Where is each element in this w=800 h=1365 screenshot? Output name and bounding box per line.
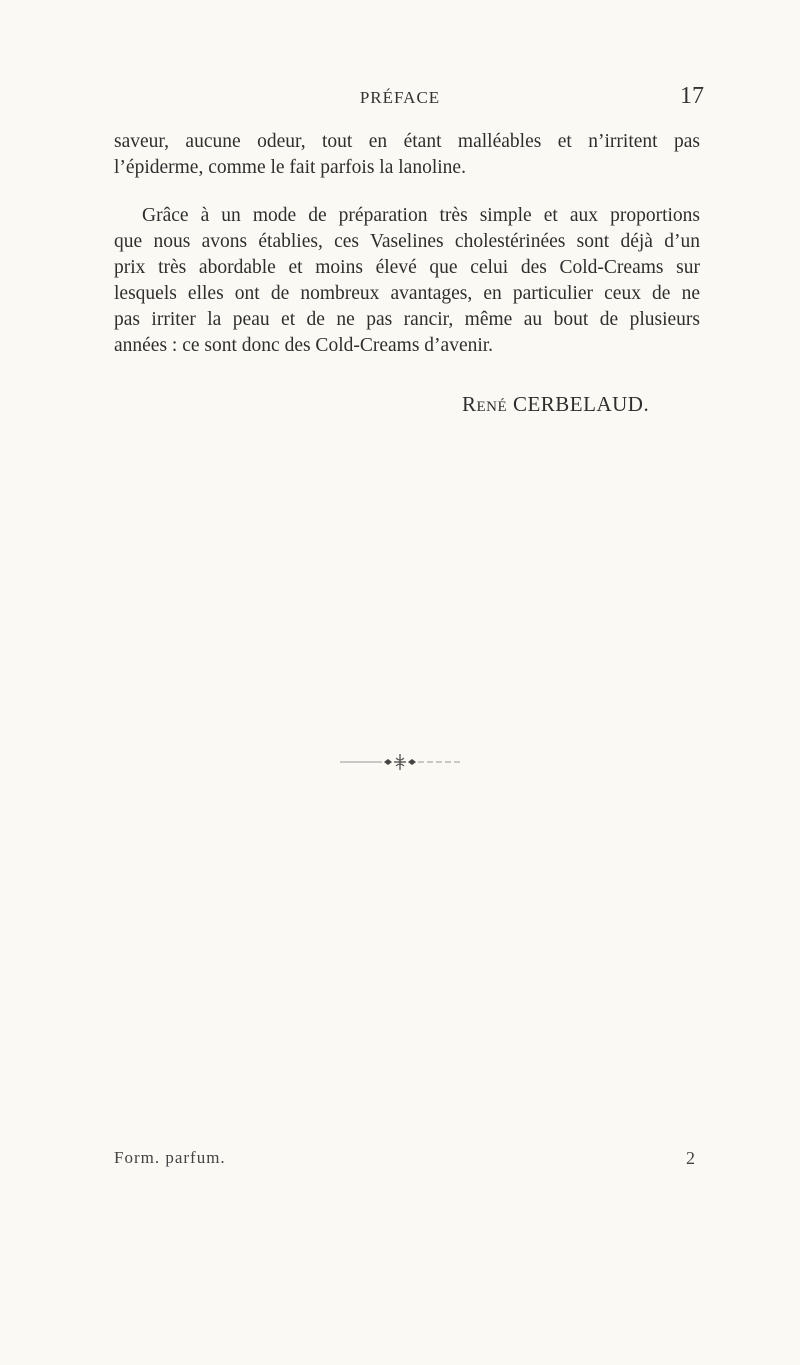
- paragraph-line: prix très abordable et moins élevé que celui des Cold-Creams sur: [114, 257, 700, 278]
- printer-signature-mark: Form. parfum.: [114, 1148, 226, 1167]
- signature-first-rest: ENÉ: [476, 399, 508, 415]
- paragraph-line: l’épiderme, comme le fait parfois la lanoline.: [114, 157, 466, 178]
- signature-last-name: CERBELAUD.: [512, 392, 650, 416]
- running-header-title: PRÉFACE: [359, 88, 441, 107]
- paragraph-2: [114, 203, 700, 359]
- author-signature: [462, 392, 649, 417]
- paragraph-line: années : ce sont donc des Cold-Creams d’avenir.: [114, 335, 494, 356]
- page-number: 17: [680, 83, 704, 109]
- paragraph-1: [114, 129, 700, 181]
- paragraph-line: lesquels elles ont de nombreux avantages, en particulier ceux de ne: [114, 283, 700, 304]
- paragraph-line: pas irriter la peau et de ne pas rancir, même au bout de plusieurs: [114, 309, 700, 330]
- paragraph-line: saveur, aucune odeur, tout en étant malléables et n’irritent pas: [114, 131, 700, 152]
- paragraph-line: Grâce à un mode de préparation très simple et aux proportions: [142, 205, 700, 226]
- paragraph-line: que nous avons établies, ces Vaselines cholestérinées sont déjà d’un: [114, 231, 700, 252]
- signature-first-initial: R: [462, 392, 477, 416]
- fleuron-divider-icon: [340, 752, 460, 772]
- sheet-number: 2: [686, 1148, 695, 1168]
